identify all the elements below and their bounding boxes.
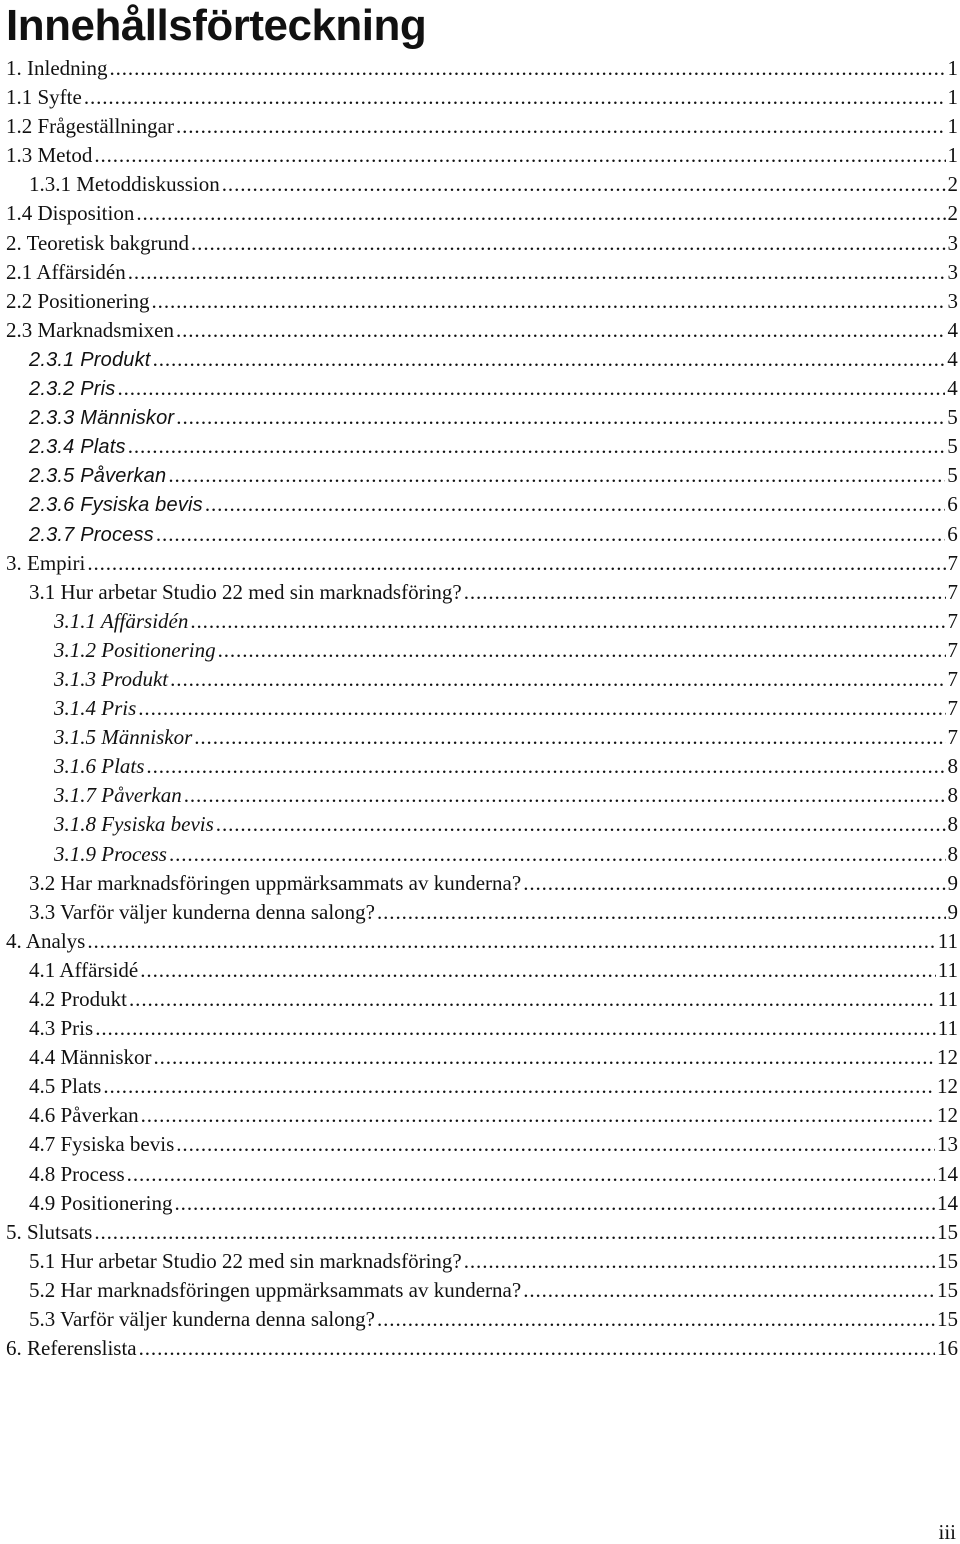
toc-entry-page-number: 7 <box>947 550 958 575</box>
toc-entry[interactable] <box>0 898 960 927</box>
toc-entry-page-number: 15 <box>937 1277 958 1302</box>
toc-entry-page-number: 4 <box>947 376 958 401</box>
toc-entry[interactable] <box>0 54 960 83</box>
toc-dot-leader <box>87 927 935 956</box>
toc-dot-leader <box>377 1305 935 1334</box>
toc-entry[interactable] <box>0 170 960 199</box>
toc-dot-leader <box>222 170 946 199</box>
toc-entry-title: 4.2 Produkt <box>29 987 128 1011</box>
toc-dot-leader <box>109 54 945 83</box>
toc-dot-leader <box>153 345 946 374</box>
toc-entry[interactable] <box>0 1334 960 1363</box>
toc-dot-leader <box>129 985 936 1014</box>
toc-dot-leader <box>139 1334 935 1363</box>
toc-dot-leader <box>170 665 945 694</box>
page-number: iii <box>938 1520 956 1544</box>
toc-entry[interactable] <box>0 694 960 723</box>
toc-entry-title: 4.4 Människor <box>29 1045 152 1070</box>
toc-entry-page-number: 15 <box>937 1248 958 1273</box>
toc-entry-page-number: 15 <box>937 1219 958 1244</box>
toc-entry-page-number: 7 <box>947 666 958 691</box>
toc-entry-title: 4.3 Pris <box>29 1016 94 1041</box>
toc-dot-leader <box>128 432 946 461</box>
toc-entry-page-number: 8 <box>947 783 958 808</box>
toc-entry-page-number: 4 <box>947 346 958 371</box>
toc-entry-page-number: 7 <box>947 579 958 604</box>
toc-entry-page-number: 7 <box>947 637 958 662</box>
toc-entry-page-number: 1 <box>947 56 958 80</box>
toc-dot-leader <box>127 1160 935 1189</box>
toc-entry[interactable] <box>0 1014 960 1043</box>
toc-entry-title: 3.1.6 Plats <box>54 754 145 779</box>
toc-entry[interactable] <box>0 1189 960 1218</box>
toc-dot-leader <box>216 810 946 839</box>
toc-dot-leader <box>140 956 936 985</box>
toc-entry-title: 5. Slutsats <box>6 1219 93 1244</box>
toc-entry[interactable] <box>0 141 960 170</box>
toc-entry-title: 4.9 Positionering <box>29 1190 173 1215</box>
toc-dot-leader <box>218 636 946 665</box>
toc-entry-page-number: 1 <box>947 114 958 139</box>
toc-entry-page-number: 11 <box>937 987 958 1011</box>
toc-entry[interactable] <box>0 1101 960 1130</box>
toc-entry-title: 5.1 Hur arbetar Studio 22 med sin marknadsföring? <box>29 1248 462 1273</box>
toc-entry-page-number: 5 <box>947 434 958 459</box>
toc-entry-page-number: 15 <box>937 1307 958 1332</box>
toc-dot-leader <box>168 461 945 490</box>
toc-entry[interactable] <box>0 927 960 956</box>
toc-entry-title: 1.2 Frågeställningar <box>6 114 174 139</box>
toc-entry-title: 4.5 Plats <box>29 1074 102 1099</box>
toc-entry-title: 2.2 Positionering <box>6 288 150 313</box>
toc-entry[interactable] <box>0 199 960 228</box>
toc-entry-title: 3.1.4 Pris <box>54 696 137 721</box>
toc-entry[interactable] <box>0 665 960 694</box>
toc-entry-page-number: 6 <box>947 521 958 546</box>
toc-entry-page-number: 11 <box>937 928 958 953</box>
toc-entry[interactable] <box>0 1276 960 1305</box>
toc-entry-title: 3.1.9 Process <box>54 841 167 866</box>
toc-entry-title: 2. Teoretisk bakgrund <box>6 230 190 255</box>
toc-entry-title: 4.1 Affärsidé <box>29 957 139 982</box>
toc-entry[interactable] <box>0 578 960 607</box>
toc-entry-title: 1.1 Syfte <box>6 85 82 110</box>
toc-dot-leader <box>156 520 945 549</box>
toc-entry[interactable] <box>0 432 960 461</box>
toc-entry-page-number: 3 <box>947 259 958 284</box>
toc-entry-page-number: 4 <box>947 317 958 342</box>
toc-entry[interactable] <box>0 1305 960 1334</box>
toc-entry-title: 3.2 Har marknadsföringen uppmärksammats av kunderna? <box>29 870 522 895</box>
toc-entry[interactable] <box>0 1043 960 1072</box>
toc-entry-title: 2.1 Affärsidén <box>6 259 126 284</box>
toc-dot-leader <box>117 374 945 403</box>
toc-entry-page-number: 14 <box>937 1161 958 1186</box>
toc-entry[interactable] <box>0 520 960 549</box>
toc-dot-leader <box>205 490 945 519</box>
toc-dot-leader <box>103 1072 935 1101</box>
toc-entry[interactable] <box>0 374 960 403</box>
toc-entry[interactable] <box>0 461 960 490</box>
toc-entry-title: 2.3.1 Produkt <box>29 348 151 371</box>
toc-entry-page-number: 5 <box>947 405 958 430</box>
toc-entry[interactable] <box>0 287 960 316</box>
toc-entry-title: 2.3.4 Plats <box>29 436 126 459</box>
toc-entry-page-number: 3 <box>947 230 958 255</box>
toc-dot-leader <box>190 607 945 636</box>
toc-entry[interactable] <box>0 1247 960 1276</box>
toc-entry-title: 3.1.2 Positionering <box>54 637 216 662</box>
toc-entry[interactable] <box>0 956 960 985</box>
toc-entry-page-number: 3 <box>947 288 958 313</box>
toc-entry-page-number: 12 <box>937 1074 958 1099</box>
toc-entry-title: 6. Referenslista <box>6 1336 137 1361</box>
toc-dot-leader <box>194 723 945 752</box>
toc-dot-leader <box>523 869 945 898</box>
toc-dot-leader <box>377 898 946 927</box>
toc-entry[interactable] <box>0 316 960 345</box>
toc-entry[interactable] <box>0 840 960 869</box>
toc-entry[interactable] <box>0 549 960 578</box>
toc-entry[interactable] <box>0 1160 960 1189</box>
toc-entry[interactable] <box>0 607 960 636</box>
toc-entry[interactable] <box>0 636 960 665</box>
toc-dot-leader <box>94 141 945 170</box>
toc-dot-leader <box>136 199 945 228</box>
toc-dot-leader <box>191 229 945 258</box>
toc-dot-leader <box>523 1276 935 1305</box>
toc-dot-leader <box>95 1014 936 1043</box>
toc-entry-page-number: 5 <box>947 463 958 488</box>
toc-dot-leader <box>176 403 945 432</box>
toc-entry-title: 4.7 Fysiska bevis <box>29 1132 175 1157</box>
toc-entry[interactable] <box>0 83 960 112</box>
toc-entry-title: 1.4 Disposition <box>6 201 135 226</box>
toc-entry-title: 2.3.7 Process <box>29 523 154 546</box>
toc-entry-page-number: 7 <box>947 725 958 750</box>
toc-entry-title: 3.1.7 Påverkan <box>54 783 182 808</box>
toc-entry-title: 3.1.5 Människor <box>54 725 193 750</box>
toc-dot-leader <box>175 1189 935 1218</box>
toc-entry[interactable] <box>0 345 960 374</box>
toc-entry-title: 2.3 Marknadsmixen <box>6 317 174 342</box>
toc-entry-page-number: 12 <box>937 1045 958 1070</box>
toc-entry-title: 2.3.5 Påverkan <box>29 465 167 488</box>
toc-dot-leader <box>169 840 946 869</box>
toc-entry-page-number: 6 <box>947 492 958 517</box>
toc-entry-page-number: 11 <box>937 957 958 982</box>
toc-entry-title: 3.1.3 Produkt <box>54 666 169 691</box>
toc-entry-title: 2.3.6 Fysiska bevis <box>29 494 203 517</box>
toc-entry-page-number: 7 <box>947 608 958 633</box>
toc-entry[interactable] <box>0 258 960 287</box>
toc-entry-page-number: 14 <box>937 1190 958 1215</box>
toc-entry[interactable] <box>0 723 960 752</box>
toc-dot-leader <box>84 83 946 112</box>
toc-entry[interactable] <box>0 490 960 519</box>
toc-entry[interactable] <box>0 985 960 1014</box>
toc-entry-title: 1. Inledning <box>6 56 108 80</box>
toc-entry[interactable] <box>0 1130 960 1159</box>
toc-dot-leader <box>87 549 945 578</box>
toc-entry-title: 1.3.1 Metoddiskussion <box>29 172 220 197</box>
toc-entry[interactable] <box>0 229 960 258</box>
toc-entry-title: 3.1.8 Fysiska bevis <box>54 812 214 837</box>
toc-dot-leader <box>141 1101 935 1130</box>
toc-entry-page-number: 2 <box>947 201 958 226</box>
toc-entry-page-number: 9 <box>947 870 958 895</box>
toc-dot-leader <box>184 781 946 810</box>
toc-entry-title: 3. Empiri <box>6 550 86 575</box>
toc-entry[interactable] <box>0 752 960 781</box>
toc-entry-title: 2.3.2 Pris <box>29 378 116 401</box>
toc-entry-title: 5.2 Har marknadsföringen uppmärksammats av kunderna? <box>29 1277 522 1302</box>
toc-entry-title: 2.3.3 Människor <box>29 407 175 430</box>
toc-dot-leader <box>464 578 946 607</box>
toc-dot-leader <box>138 694 945 723</box>
toc-entry-page-number: 11 <box>937 1016 958 1041</box>
toc-entry-page-number: 16 <box>937 1336 958 1361</box>
toc-dot-leader <box>176 316 946 345</box>
toc-dot-leader <box>176 1130 935 1159</box>
toc-dot-leader <box>176 112 946 141</box>
toc-entry[interactable] <box>0 810 960 839</box>
table-of-contents <box>0 54 960 1363</box>
toc-entry-page-number: 2 <box>947 172 958 197</box>
toc-entry-title: 4. Analys <box>6 928 86 953</box>
toc-entry-title: 1.3 Metod <box>6 143 93 168</box>
toc-entry-page-number: 9 <box>947 899 958 924</box>
toc-dot-leader <box>146 752 945 781</box>
page-title: Innehållsförteckning <box>6 1 427 50</box>
toc-entry-title: 3.1 Hur arbetar Studio 22 med sin marknadsföring? <box>29 579 462 604</box>
toc-entry-page-number: 7 <box>947 696 958 721</box>
toc-entry[interactable] <box>0 403 960 432</box>
toc-entry-title: 3.1.1 Affärsidén <box>54 608 189 633</box>
toc-dot-leader <box>152 287 946 316</box>
toc-entry[interactable] <box>0 781 960 810</box>
toc-dot-leader <box>464 1247 935 1276</box>
toc-dot-leader <box>94 1218 935 1247</box>
toc-entry-title: 3.3 Varför väljer kunderna denna salong? <box>29 899 375 924</box>
toc-dot-leader <box>154 1043 936 1072</box>
toc-entry-page-number: 1 <box>947 85 958 110</box>
toc-entry[interactable] <box>0 1218 960 1247</box>
toc-entry-page-number: 13 <box>937 1132 958 1157</box>
toc-entry-page-number: 8 <box>947 812 958 837</box>
toc-dot-leader <box>128 258 946 287</box>
toc-entry-page-number: 12 <box>937 1103 958 1128</box>
toc-entry-title: 4.6 Påverkan <box>29 1103 139 1128</box>
toc-entry-page-number: 1 <box>947 143 958 168</box>
toc-entry[interactable] <box>0 1072 960 1101</box>
toc-entry[interactable] <box>0 869 960 898</box>
toc-entry-page-number: 8 <box>947 754 958 779</box>
toc-entry-page-number: 8 <box>947 841 958 866</box>
toc-entry[interactable] <box>0 112 960 141</box>
toc-entry-title: 5.3 Varför väljer kunderna denna salong? <box>29 1307 375 1332</box>
toc-entry-title: 4.8 Process <box>29 1161 125 1186</box>
